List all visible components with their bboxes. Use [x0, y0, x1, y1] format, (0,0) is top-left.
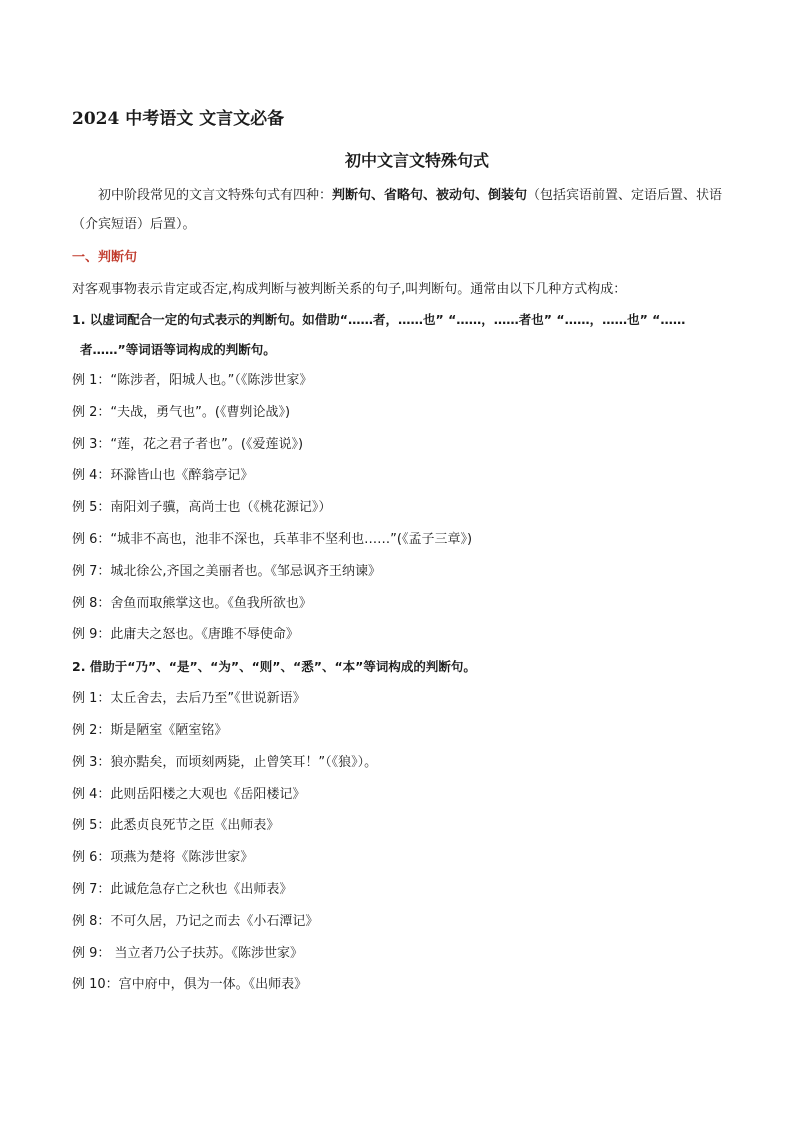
example-line: 例 1：“陈涉者，阳城人也。”（《陈涉世家》 [72, 373, 313, 388]
section-title: 初中文言文特殊句式 [344, 151, 489, 170]
example-line: 例 5：南阳刘子骥，高尚士也（《桃花源记》） [72, 500, 332, 516]
example-line: 例 9：此庸夫之怒也。《唐雎不辱使命》 [72, 627, 299, 643]
example-line: 例 7：此诚危急存亡之秋也《出师表》 [72, 881, 293, 897]
examples-group-1 [72, 365, 724, 651]
intro-bold: 判断句、省略句、被动句、倒装句 [332, 188, 528, 203]
example-line: 例 3：狼亦黠矣，而顷刻两毙，止曾笑耳！”（《狼》）。 [72, 754, 378, 770]
example-line: 例 4：环滁皆山也《醉翁亭记》 [72, 468, 254, 484]
example-line: 例 6：“城非不高也，池非不深也，兵革非不坚利也……”(《孟子三章》) [72, 531, 473, 547]
example-line: 例 9： 当立者乃公子扶苏。《陈涉世家》 [72, 945, 304, 961]
example-line: 例 8：不可久居，乃记之而去《小石潭记》 [72, 913, 319, 929]
definition-text: 对客观事物表示肯定或否定,构成判断与被判断关系的句子,叫判断句。通常由以下几种方式构成： [72, 282, 627, 297]
intro-paragraph [72, 181, 724, 239]
example-line: 例 2：斯是陋室《陋室铭》 [72, 722, 228, 738]
example-line: 例 1：太丘舍去，去后乃至”《世说新语》 [72, 691, 306, 707]
doc-title: 2024 中考语文 文言文必备 [72, 109, 285, 129]
document-body [72, 181, 724, 1001]
example-line: 例 2：“夫战，勇气也”。(《曹刿论战》) [72, 404, 291, 420]
intro-before: 初中阶段常见的文言文特殊句式有四种： [98, 188, 333, 203]
example-line: 例 8：舍鱼而取熊掌这也。《鱼我所欲也》 [72, 595, 312, 611]
heading-judgment-sentence: 一、判断句 [72, 250, 138, 265]
example-line: 例 4：此则岳阳楼之大观也《岳阳楼记》 [72, 786, 306, 802]
example-line: 例 6：项燕为楚将《陈涉世家》 [72, 850, 254, 866]
example-line: 例 5：此悉贞良死节之臣《出师表》 [72, 818, 280, 834]
example-line: 例 10：宫中府中，俱为一体。《出师表》 [72, 977, 308, 993]
examples-group-2 [72, 683, 724, 1001]
example-line: 例 3：“莲，花之君子者也”。(《爱莲说》) [72, 436, 304, 452]
rule-2: 2. 借助于“乃”、“是”、“为”、“则”、“悉”、“本”等词构成的判断句。 [72, 659, 476, 675]
example-line: 例 7：城北徐公,齐国之美丽者也。《邹忌讽齐王纳谏》 [72, 563, 382, 579]
rule-1: 1. 以虚词配合一定的句式表示的判断句。如借助“……者，……也” “……，……者也” “……，……也” “……者……”等词语等词构成的判断句。 [72, 312, 686, 357]
intro-after: （包括宾语前置、定语后置、状语（介宾短语）后置）。 [72, 188, 723, 232]
